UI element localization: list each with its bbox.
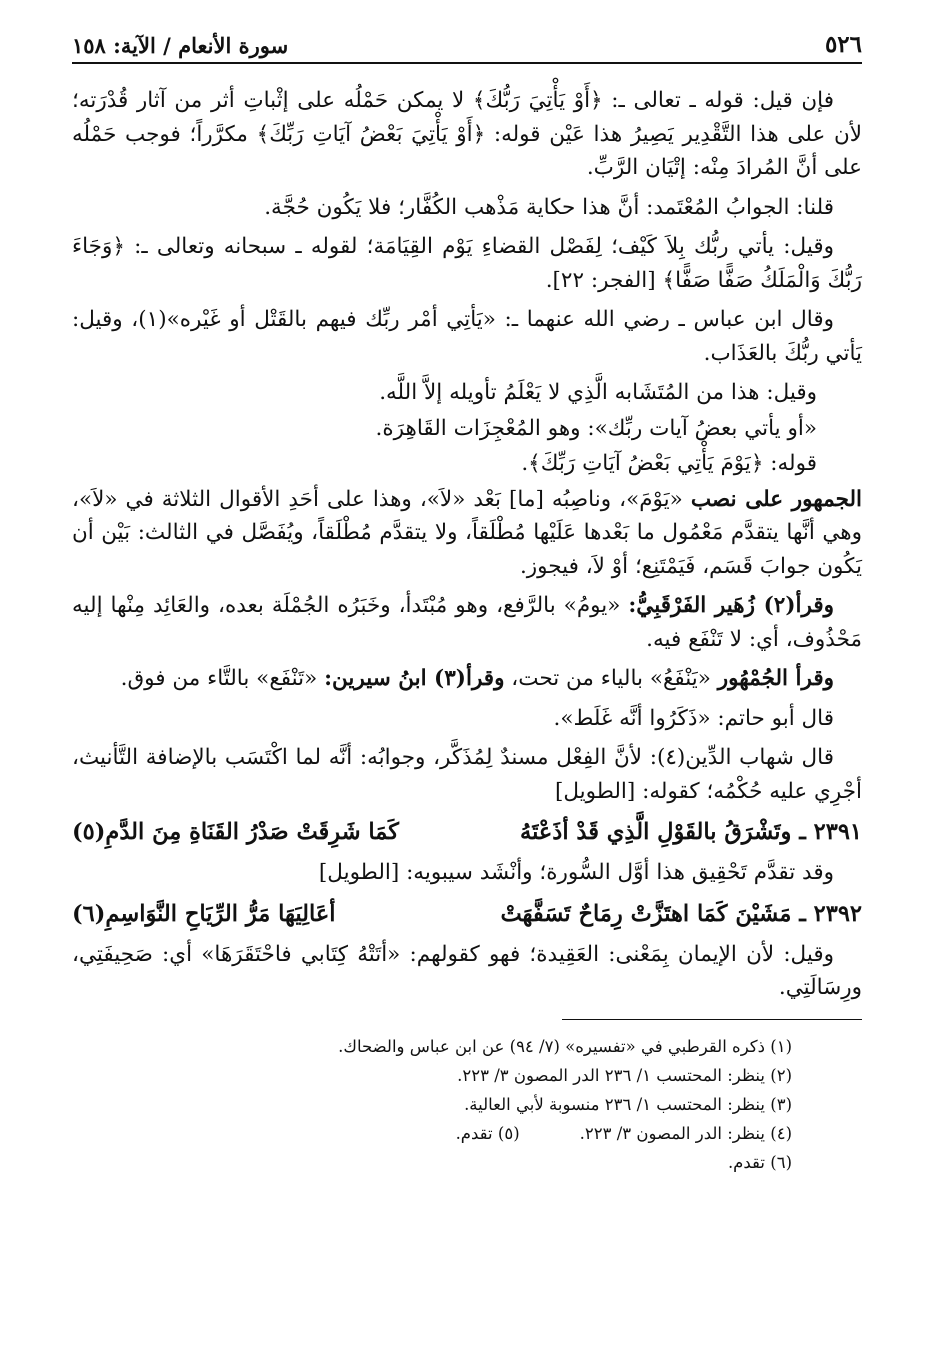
paragraph: فإن قيل: قوله ـ تعالى ـ: ﴿أَوْ يَأْتِيَ رَبُّكَ﴾ لا يمكن حَمْلُه على إثْباتِ أثر من آثار قُدْرَته؛ لأن على هذا التَّقْدِير يَصِيرُ هذا عَيْن قوله: ﴿أَوْ يَأْتِيَ بَعْضُ آيَاتِ رَبِّكَ﴾ مكرَّراً؛ فوجب حَمْلُه على أنَّ المُرادَ مِنْه: إتْيَان الرَّبِّ. [72, 88, 862, 180]
page-number: ٥٢٦ [824, 31, 862, 58]
nested-line: قوله: ﴿يَوْمَ يَأْتِي بَعْضُ آيَاتِ رَبِّكَ﴾. [521, 451, 817, 476]
footnote: (٤) ينظر: الدر المصون ٣/ ٢٢٣. [579, 1123, 792, 1143]
poem-verse [72, 814, 862, 850]
paragraph-text: «يومُ» بالرَّفع، وهو مُبْتَدأ، وخَبَرُه الجُمْلَة بعده، والعَائِد مِنْها إليه مَحْذُوف، أي: لا تَنْفَع فيه. [72, 593, 862, 652]
surah-title: سورة الأنعام / الآية: ١٥٨ [72, 33, 289, 58]
nested-line: وقيل: هذا من المُتَشَابه الَّذِي لا يَعْلَمُ تأويله إلاَّ اللَّه. [379, 380, 817, 405]
footnote-divider [562, 1019, 862, 1020]
footnotes [72, 1032, 862, 1177]
bold-lead: وقرأ(٢) زُهَير الفَرْقَبِيُّ: [628, 593, 835, 618]
paragraph-qiraat [72, 662, 862, 696]
verse-second-half: أعَالِيَهَا مَرُّ الرِّيَاحِ النَّوَاسِمِ(٦) [72, 900, 336, 927]
main-text [72, 84, 862, 1177]
bold-lead: وقرأ(٣) ابنُ سيرين: [324, 666, 505, 691]
footnote-row [72, 1119, 862, 1148]
poem-verse [72, 896, 862, 932]
nested-line: «أو يأتي بعضُ آيات ربِّك»: وهو المُعْجِزَات القَاهِرَة. [375, 415, 817, 441]
paragraph-jumhur [72, 483, 862, 584]
footnote: (١) ذكره القرطبي في «تفسيره» (٧/ ٩٤) عن ابن عباس والضحاك. [338, 1036, 792, 1056]
paragraph-zuhair [72, 589, 862, 656]
paragraph-text: «يَنْفَعُ» بالياء من تحت، [504, 666, 718, 691]
paragraph-text: «يَوْمَ»، وناصِبُه [ما] بَعْد «لاَ»، وهذا على أحَدِ الأقوال الثلاثة في «لاَ»، وهي أنَّها يتقدَّم مَعْمُول ما بَعْدها عَلَيْها مُطْلَقاً، ولا يتقدَّم مُطْلَقاً، ويُفَصَّل في الثالث: بَيْن أن يَكُون جوابَ قَسَم، فَيَمْتَنِع؛ أوْ لاَ، فيجوز. [72, 486, 862, 579]
paragraph: وقيل: يأتي ربُّك بِلاَ كَيْف؛ لِفَصْل القضاءِ يَوْم القِيَامَة؛ لقوله ـ سبحانه وتعالى ـ: ﴿وَجَاءَ رَبُّكَ وَالْمَلَكُ صَفًّا صَفًّا﴾ [الفجر: ٢٢]. [72, 234, 862, 293]
paragraph: قال شهاب الدِّين(٤): لأنَّ الفِعْل مسندٌ لِمُذَكَّر، وجوابُه: أنَّه لما اكْتَسَب بالإضافة التَّأنيث، أجْرِي عليه حُكْمُه؛ كقوله: [الطويل] [72, 745, 862, 804]
paragraph: قلنا: الجوابُ المُعْتَمد: أنَّ هذا حكاية مَذْهب الكُفَّار؛ فلا يَكُون حُجَّة. [264, 194, 834, 220]
bold-lead: الجمهور على نصب [690, 486, 863, 512]
verse-first-half: ٢٣٩٢ ـ مَشَيْنَ كَمَا اهتَزَّتْ رِمَاحٌ تَسَفَّهَتْ [500, 900, 862, 927]
bold-lead: وقرأ الجُمْهُور [717, 666, 834, 691]
paragraph: وقد تقدَّم تَحْقِيق هذا أوَّل السُّورة؛ وأنْشَد سيبويه: [الطويل] [318, 860, 834, 885]
footnote: (٣) ينظر: المحتسب ١/ ٢٣٦ منسوبة لأبي العالية. [464, 1094, 792, 1114]
paragraph: وقيل: لأن الإيمان بِمَعْنى: العَقِيدة؛ فهو كقولهم: «أتَتْهُ كِتَابي فاحْتَقَرَهَا» أي: صَحِيفَتِي، ورِسَالَتِي. [72, 941, 862, 1000]
book-page [72, 28, 862, 1348]
page-header [72, 28, 862, 64]
verse-first-half: ٢٣٩١ ـ وتَشْرَقُ بالقَوْلِ الَّذِي قَدْ أذَعْتَهُ [520, 819, 862, 845]
verse-second-half: كَمَا شَرِقَتْ صَدْرُ القَنَاةِ مِنَ الدَّمِ(٥) [72, 819, 399, 845]
paragraph-text: «تَنْفَع» بالتَّاء من فوق. [120, 666, 325, 691]
footnote: (٢) ينظر: المحتسب ١/ ٢٣٦ الدر المصون ٣/ ٢٢٣. [457, 1065, 792, 1085]
paragraph: وقال ابن عباس ـ رضي الله عنهما ـ: «يَأتِي أمْر ربِّك فيهم بالقَتْل أو غَيْره»(١)، وقيل: يَأتي ربُّكَ بالعَذَاب. [72, 307, 862, 366]
footnote: (٦) تقدم. [727, 1152, 792, 1172]
footnote: (٥) تقدم. [455, 1123, 520, 1143]
paragraph: قال أبو حاتم: «ذَكَرُوا أنَّه غَلَط». [553, 705, 834, 731]
